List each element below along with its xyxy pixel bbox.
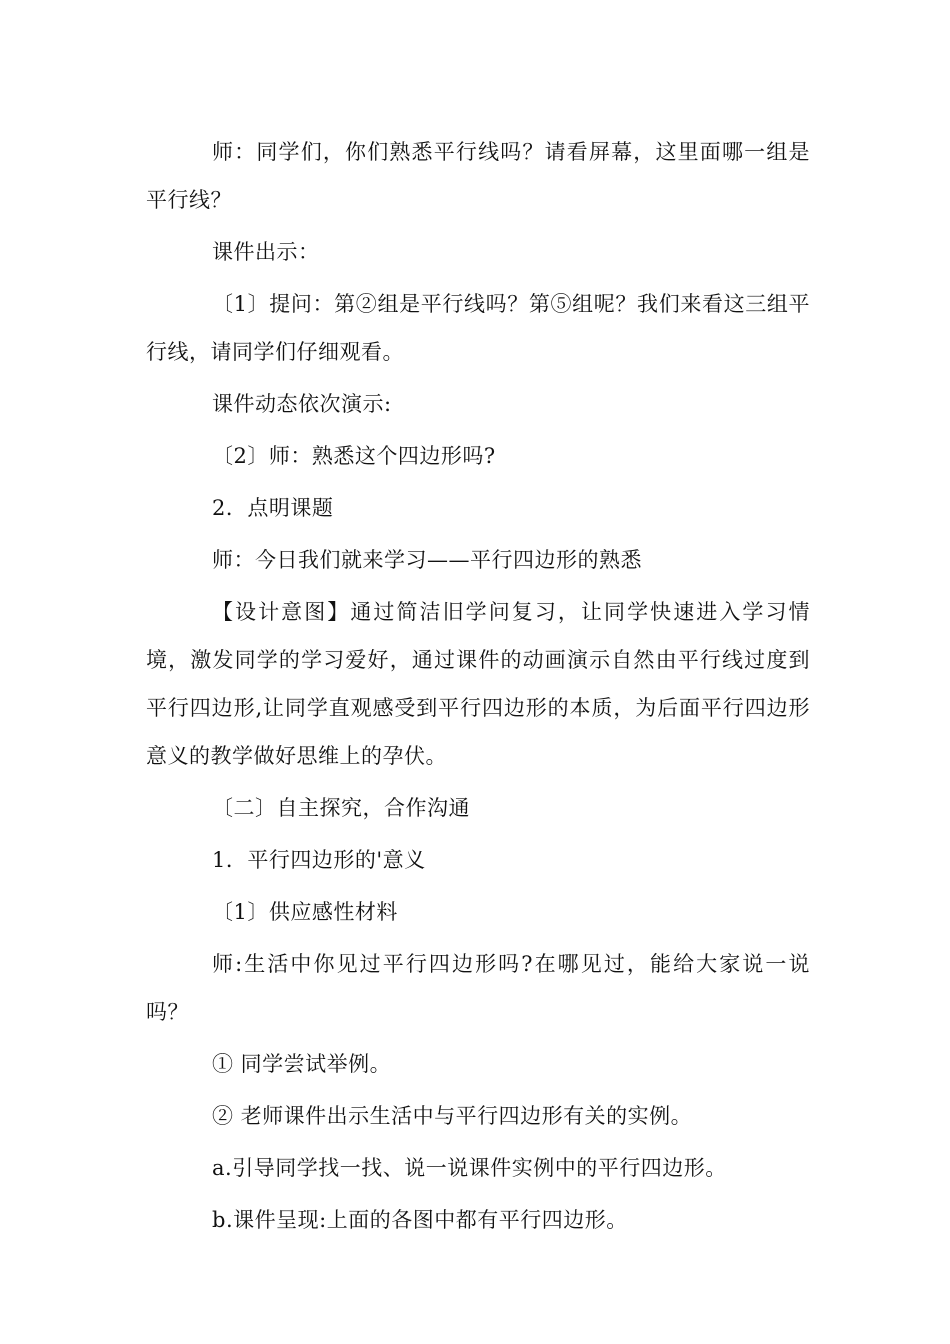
paragraph-step-b: b.课件呈现:上面的各图中都有平行四边形。 <box>212 1208 628 1232</box>
paragraph-meaning-heading: 1．平行四边形的'意义 <box>212 848 426 872</box>
paragraph-animation-demo: 课件动态依次演示: <box>212 392 392 416</box>
paragraph-topic-heading: 2．点明课题 <box>212 496 334 520</box>
paragraph-design-intent: 【设计意图】通过简洁旧学问复习，让同学快速进入学习情境，激发同学的学习爱好，通过课件的动画演示自然由平行线过度到平行四边形,让同学直观感受到平行四边形的本质，为后面平行四边形意义的教学做好思维上的孕伏。 <box>146 600 810 768</box>
paragraph-question-2: 〔2〕师：熟悉这个四边形吗? <box>212 444 496 468</box>
paragraph-step-1: ① 同学尝试举例。 <box>212 1052 392 1076</box>
paragraph-teacher-question: 师：同学们，你们熟悉平行线吗？请看屏幕，这里面哪一组是平行线？ <box>146 140 810 212</box>
paragraph-courseware-show: 课件出示： <box>212 240 320 264</box>
paragraph-question-1: 〔1〕提问：第②组是平行线吗？第⑤组呢？我们来看这三组平行线，请同学们仔细观看。 <box>146 292 810 364</box>
paragraph-step-2: ② 老师课件出示生活中与平行四边形有关的实例。 <box>212 1104 693 1128</box>
document-body <box>146 128 810 1248</box>
paragraph-section-two-heading: 〔二〕自主探究，合作沟通 <box>212 796 470 820</box>
paragraph-teacher-intro: 师：今日我们就来学习——平行四边形的熟悉 <box>212 548 642 572</box>
paragraph-teacher-life-question: 师:生活中你见过平行四边形吗?在哪见过，能给大家说一说吗？ <box>146 952 810 1024</box>
paragraph-step-a: a.引导同学找一找、说一说课件实例中的平行四边形。 <box>212 1156 727 1180</box>
paragraph-materials-heading: 〔1〕供应感性材料 <box>212 900 398 924</box>
